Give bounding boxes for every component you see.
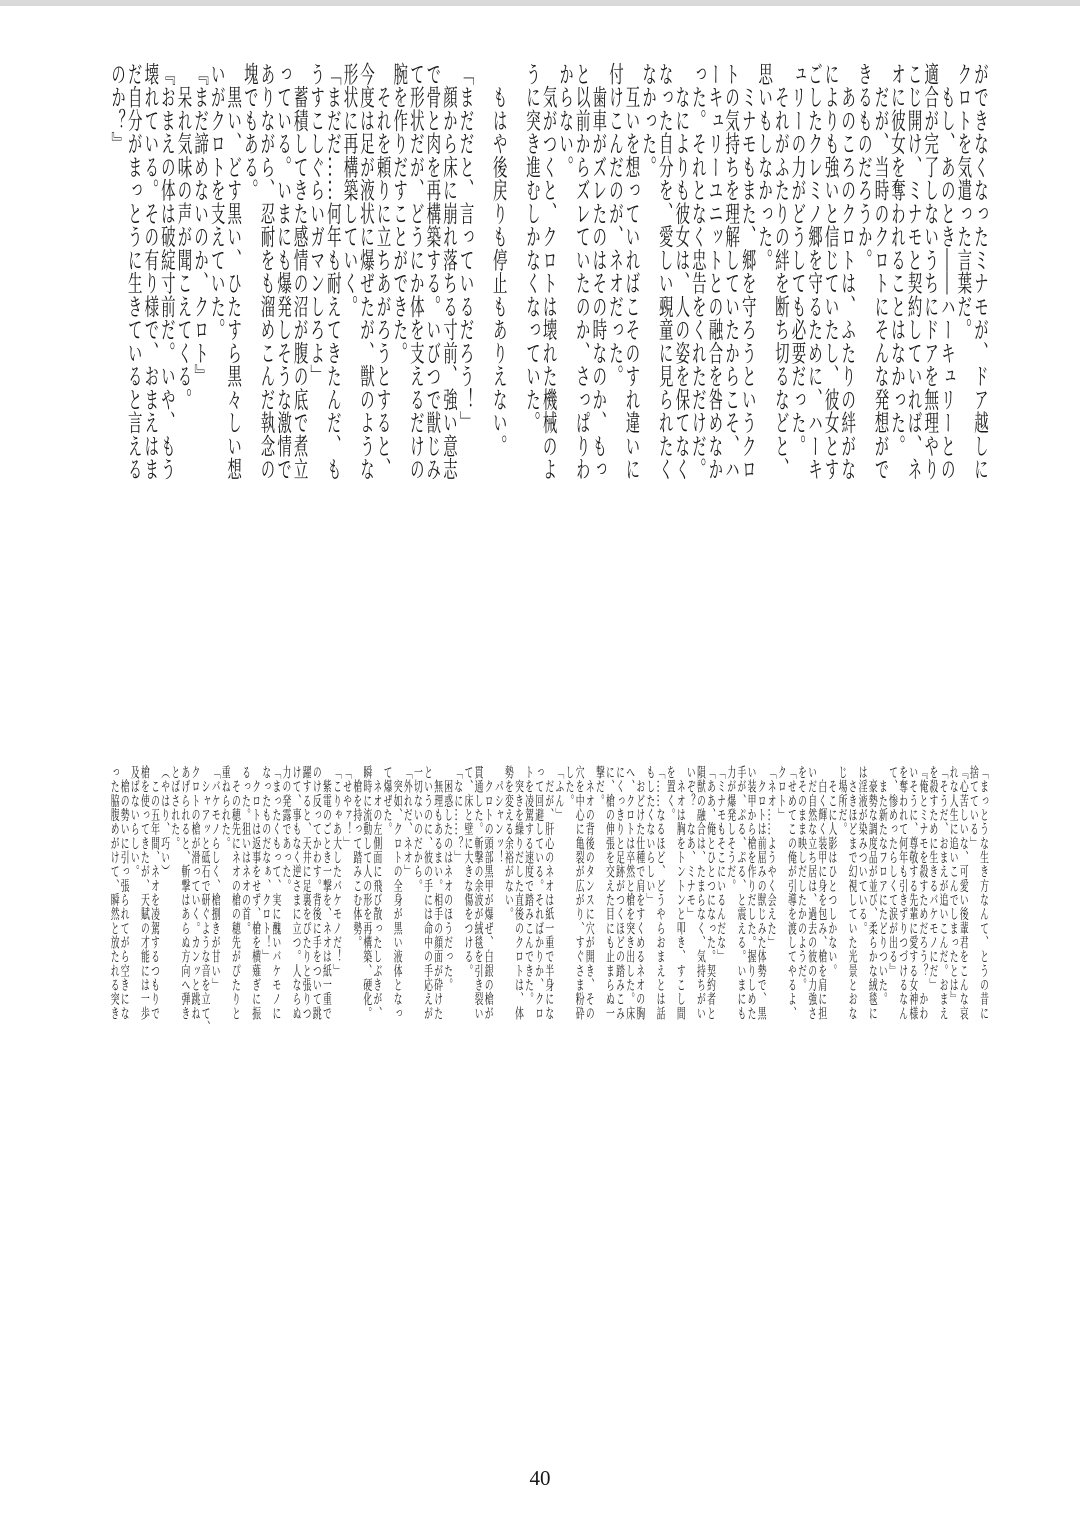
- text-column: 躍すると、天井に足裏をぴたりと張りつ: [300, 765, 311, 1021]
- text-column: 突きを繰りだした直後のクロトは、体: [512, 765, 523, 1021]
- text-column: クロトは返事をせず、槍を横薙ぎに振: [250, 765, 261, 1021]
- text-column: に、槍の伸張を交えた目にも止まらぬ一: [603, 765, 614, 1021]
- text-column: そこに人影はひとつしかない。: [826, 765, 837, 978]
- text-column: て、惨めったらしくて涙が出る』: [887, 765, 898, 978]
- text-column: また新たなフロアにたどりついた。: [876, 765, 887, 1006]
- text-column: いぞ？ なあ、ミナモ」: [684, 765, 695, 921]
- text-column: 「ああ、俺とひとつになった。契約者と: [705, 765, 716, 1021]
- upper-text-columns: [108, 62, 988, 706]
- text-column: 気がつくと、クロトは壊れた機械のよ: [540, 62, 557, 481]
- text-column: なった自分を、愛しい覡童に見られたく: [656, 62, 673, 481]
- text-column: て爆ぜた。: [381, 765, 392, 836]
- text-column: った。それとなく忠告をくれただけだ。: [689, 62, 706, 481]
- text-column: は淫液が染みついている。: [856, 765, 867, 936]
- lower-text-block: [108, 765, 988, 1409]
- text-column: この五年間、ネオを凌駕するつもりで: [149, 765, 160, 1021]
- text-column: て、床と壁に大きな傷をつける。: [462, 765, 473, 978]
- text-column: 「まったくもって、実に醜いバケモノに: [270, 765, 281, 1021]
- upper-text-block: [108, 62, 988, 706]
- text-column: 「せやァ！」: [341, 765, 352, 851]
- text-column: 壊れている。その有り様で、おまえはま: [142, 62, 159, 481]
- text-column: 捨てている」: [967, 765, 978, 851]
- text-column: と以前からズレていたのか、さっぱりわ: [573, 62, 590, 481]
- text-column: 適合が完了しないうちにドアを無理やり: [922, 62, 939, 481]
- text-column: 『おまえの体は破綻寸前だ。いや、もう: [158, 62, 175, 481]
- text-column: ュリーの力がどうしても必要だった。: [789, 62, 806, 458]
- text-column: 『心苦しいな、可愛い後輩君をこんな哀: [957, 765, 968, 1021]
- text-column: きるものだろうか。: [855, 62, 872, 272]
- text-column: 白く輝く装甲に身を包み、槍を肩に担: [816, 765, 827, 1021]
- text-column: クロトを気遣った言葉だ。: [955, 62, 972, 341]
- text-column: によりも強いと信じていたし、彼女とす: [822, 62, 839, 481]
- text-column: 及ばないらしい。: [128, 765, 139, 879]
- text-column: なかった。: [640, 62, 657, 179]
- text-column: ができなくなったミナモが、ドア越しに: [972, 62, 988, 481]
- text-column: 「ふん」: [553, 765, 564, 822]
- text-column: パシャンッ！: [492, 765, 503, 865]
- text-column: 「なに……？」: [452, 765, 463, 865]
- text-column: シャアッと砥石で研ぐような音を立て、: [199, 765, 210, 1035]
- text-column: もはや後戻りも停止もありえない。: [490, 62, 507, 458]
- text-column: 「まだだと、言っているだろう！」: [457, 62, 474, 434]
- text-column: なったものだなぁ、クロト！」: [260, 765, 271, 964]
- text-column: をそのまま映しだしたかのようだ。: [796, 765, 807, 992]
- text-column: オに彼女を奪われることはなかった。: [889, 62, 906, 458]
- text-column: あげられると、斬撃はあらぬ方向へ弾き: [179, 765, 190, 1021]
- text-column: 互いを想っていればこそのすれ違いに: [623, 62, 640, 481]
- text-column: へ、クロトは卒然と槍を突き出した。床: [624, 765, 635, 1021]
- text-column: [474, 62, 491, 706]
- text-column: にくっきりと足跡がつくほどの踏みこみ: [614, 765, 625, 1021]
- text-column: クロトは前屈みの獣じみた体勢で、黒: [755, 765, 766, 1021]
- text-column: 「……なるほど、どうやらおまえとは話: [654, 765, 665, 1021]
- text-column: 「そうだ、おまえが追いこんだ。おまえ: [937, 765, 948, 1021]
- text-column: クロト」: [775, 765, 786, 822]
- text-column: を殺すために生きるバケモノにだ」: [927, 765, 938, 992]
- text-column: その穂先にネオの槍の穂先がぴたりと: [229, 765, 240, 1021]
- text-column: い装甲から槍を作りだした。握りしめた: [745, 765, 756, 1021]
- text-column: ネオの左側面に飛び散ったしぶきが、: [371, 765, 382, 1021]
- text-column: ネオは胸をトントンと叩き、すこし間: [674, 765, 685, 1021]
- text-column: を置く。: [664, 765, 675, 822]
- text-column: さきほどまで幻視していた光景とおな: [846, 765, 857, 1021]
- text-column: （やはり、巧い）: [159, 765, 170, 879]
- text-column: ありながら、忍耐をも溜めこんだ執念の: [258, 62, 275, 481]
- text-column: 力の発露であった。: [280, 765, 291, 893]
- text-column: 突如、クロトの全身が黒い液体となっ: [391, 765, 402, 1021]
- text-column: [507, 62, 524, 706]
- text-column: した。: [563, 765, 574, 808]
- text-column: 今度は足が液状に爆ぜたが、獣のような: [358, 62, 375, 481]
- text-column: 紫電のごとき一撃を、ネオは紙一重で: [320, 765, 331, 1021]
- text-column: いだ自然な立ち居は、過去の彼の力強さ: [806, 765, 817, 1021]
- text-column: おどけた仕種で肩をすくめるネオの胸: [634, 765, 645, 1021]
- text-column: もしたくないらしい」: [644, 765, 655, 907]
- text-column: なによりも彼女は、人の姿を保てなく: [673, 62, 690, 481]
- page-number: 40: [529, 1466, 551, 1490]
- text-column: 貫通した。斬撃の余波が絨毯を引き裂い: [472, 765, 483, 1021]
- text-column: 槍を使ってきたが、天賦の才能には一歩: [138, 765, 149, 1021]
- text-column: 豪勢な調度品が並び、柔らかな絨毯に: [866, 765, 877, 1021]
- text-column: というのに、彼の手には命中の手応えが: [421, 765, 432, 1021]
- text-column: を奪われて何年も引きずりつづけるなん: [897, 765, 908, 1021]
- text-column: 瞬時に流動して人の形を再構築、硬化。: [361, 765, 372, 1021]
- text-column: のか？』: [109, 62, 126, 156]
- text-column: 歯車がズレたのはその時なのか、もっ: [590, 62, 607, 481]
- text-column: からない。: [557, 62, 574, 179]
- text-column: 『まだ諦めないのか、クロト』: [192, 62, 209, 388]
- text-column: 『俺とミナモを殺すためだろう？ かわ: [917, 765, 928, 1021]
- text-column: 「まっとうな生き方なんて、とうの昔に: [978, 765, 988, 1021]
- text-column: った脇腹めがけて、瞬然と放たれる突き: [108, 765, 119, 1021]
- text-column: て形状だが、どうにか体を支えるだけの: [407, 62, 424, 481]
- text-column: 「ネオ……ようやく会えた」: [765, 765, 776, 950]
- text-column: だ自分がまっとうに生きていると言える: [125, 62, 142, 481]
- text-column: 力が爆発しそうだ。: [725, 765, 736, 893]
- text-column: 腕を作りだすことができた。: [391, 62, 408, 365]
- text-column: それがふたりの絆を断ち切るなどと、: [772, 62, 789, 481]
- text-column: 一切ないのだから。: [411, 765, 422, 893]
- text-column: いがクロトを支えていた。: [208, 62, 225, 341]
- text-column: だが、肝心のネオは紙一重で半身にな: [543, 765, 554, 1021]
- text-column: 黒い、どす黒い、ひたすら黒々しい想: [225, 62, 242, 481]
- text-column: ーキュリーユニットとの融合を咎めなか: [706, 62, 723, 481]
- text-column: あのころのクロトは、ふたりの絆がな: [839, 62, 856, 481]
- text-column: のけ反ってかわす。背後に手をついて跳: [310, 765, 321, 1021]
- text-column: 呆れ気味の声が聞こえてくる。: [175, 62, 192, 411]
- text-column: 穴を中心に亀裂が広がり、すぐさま粉砕: [573, 765, 584, 1021]
- text-column: 「ミナモもそこにいるんだな」: [715, 765, 726, 964]
- text-column: クロトの槍が滑っていく。カンッと跳ね: [189, 765, 200, 1021]
- text-column: だが、当時のクロトにそんな発想がで: [872, 62, 889, 481]
- text-column: とばされた。: [169, 765, 180, 851]
- text-column: っている。いまにも爆発しそうな激情で: [275, 62, 292, 481]
- text-column: トを凌駕する速度で踏みこんできた。: [523, 765, 534, 1006]
- text-column: 隕獣の融合は、たまらなく、気持ちがい: [694, 765, 705, 1021]
- text-column: それを頼りに立ちあがろうとすると、: [374, 62, 391, 481]
- text-column: ごしたクレミノ郷を守るために、ハーキ: [806, 62, 823, 481]
- text-column: 無理もあるまい。相手の顔面が砕けた: [432, 765, 443, 1021]
- text-column: 「外れだ、ネオ」: [401, 765, 412, 879]
- text-column: 困惑したのはネオのほうだった。: [442, 765, 453, 992]
- text-column: 槍の勢いに引っ張られてがら空きにな: [118, 765, 129, 1021]
- text-column: ネオの背後のタンスに穴が開き、その: [583, 765, 594, 1021]
- text-column: 重ねられた。: [219, 765, 230, 851]
- text-column: 思いもしなかった。: [756, 62, 773, 272]
- text-column: じ場所だ。: [836, 765, 847, 836]
- text-column: 撃だ。: [593, 765, 604, 808]
- scan-top-edge: [0, 0, 1080, 6]
- text-column: 「せめてこの俺が引導を渡してやるよ、: [785, 765, 796, 1021]
- text-column: 形状に再構築していく。: [341, 62, 358, 318]
- text-column: 「バケモノらしく、槍捌きが甘い」: [209, 765, 220, 992]
- text-column: 付けこんだのが、ネオだった。: [606, 62, 623, 388]
- lower-text-columns: [108, 765, 988, 1409]
- text-column: うすこしぐらいガマンしろよ」: [308, 62, 325, 388]
- text-column: けて、事もなく逆さまに立つ。人ならぬ: [290, 765, 301, 1021]
- text-column: れな人生に追いこんでしまったとは』: [947, 765, 958, 1006]
- text-column: 顔から床に崩れ落ちる寸前、強い意志: [441, 62, 457, 481]
- text-column: 「まだだ……何年も耐えてきたんだ、も: [324, 62, 341, 481]
- text-column: こじ開け、ミナモと契約していれば、ネ: [905, 62, 922, 481]
- text-column: ミナモもまた、郷を守ろうというクロ: [739, 62, 756, 481]
- text-column: るった。狙いはネオの首。: [240, 765, 251, 936]
- text-column: 槍を持って踏みこむ体勢。: [351, 765, 362, 950]
- text-column: 蓄積してきた感情の沼が腹の底で煮立: [291, 62, 308, 481]
- text-column: 勢を変える余裕がない。: [502, 765, 513, 921]
- text-column: で骨と肉を再構築する。いびつで獣じみ: [424, 62, 441, 481]
- text-column: もし、あのとき――ハーキュリーとの: [938, 62, 955, 481]
- text-column: 塊でもある。: [241, 62, 258, 202]
- text-column: トの気持ちを理解していたからこそ、ハ: [723, 62, 740, 481]
- text-column: 「こりゃあ大したバケモノだ！」: [331, 765, 341, 978]
- text-column: いそうに、尊敬する先輩に愛する女神様: [907, 765, 918, 1021]
- text-column: クロトの頭部黒甲が爆ぜ、白銀の槍が: [482, 765, 493, 1021]
- text-column: 手が、ぷる、ぷる、と震える。いまにも: [735, 765, 746, 1021]
- text-column: うに突き進むしかなくなっていた。: [523, 62, 540, 434]
- text-column: って回避している。そればかりか、クロ: [533, 765, 544, 1021]
